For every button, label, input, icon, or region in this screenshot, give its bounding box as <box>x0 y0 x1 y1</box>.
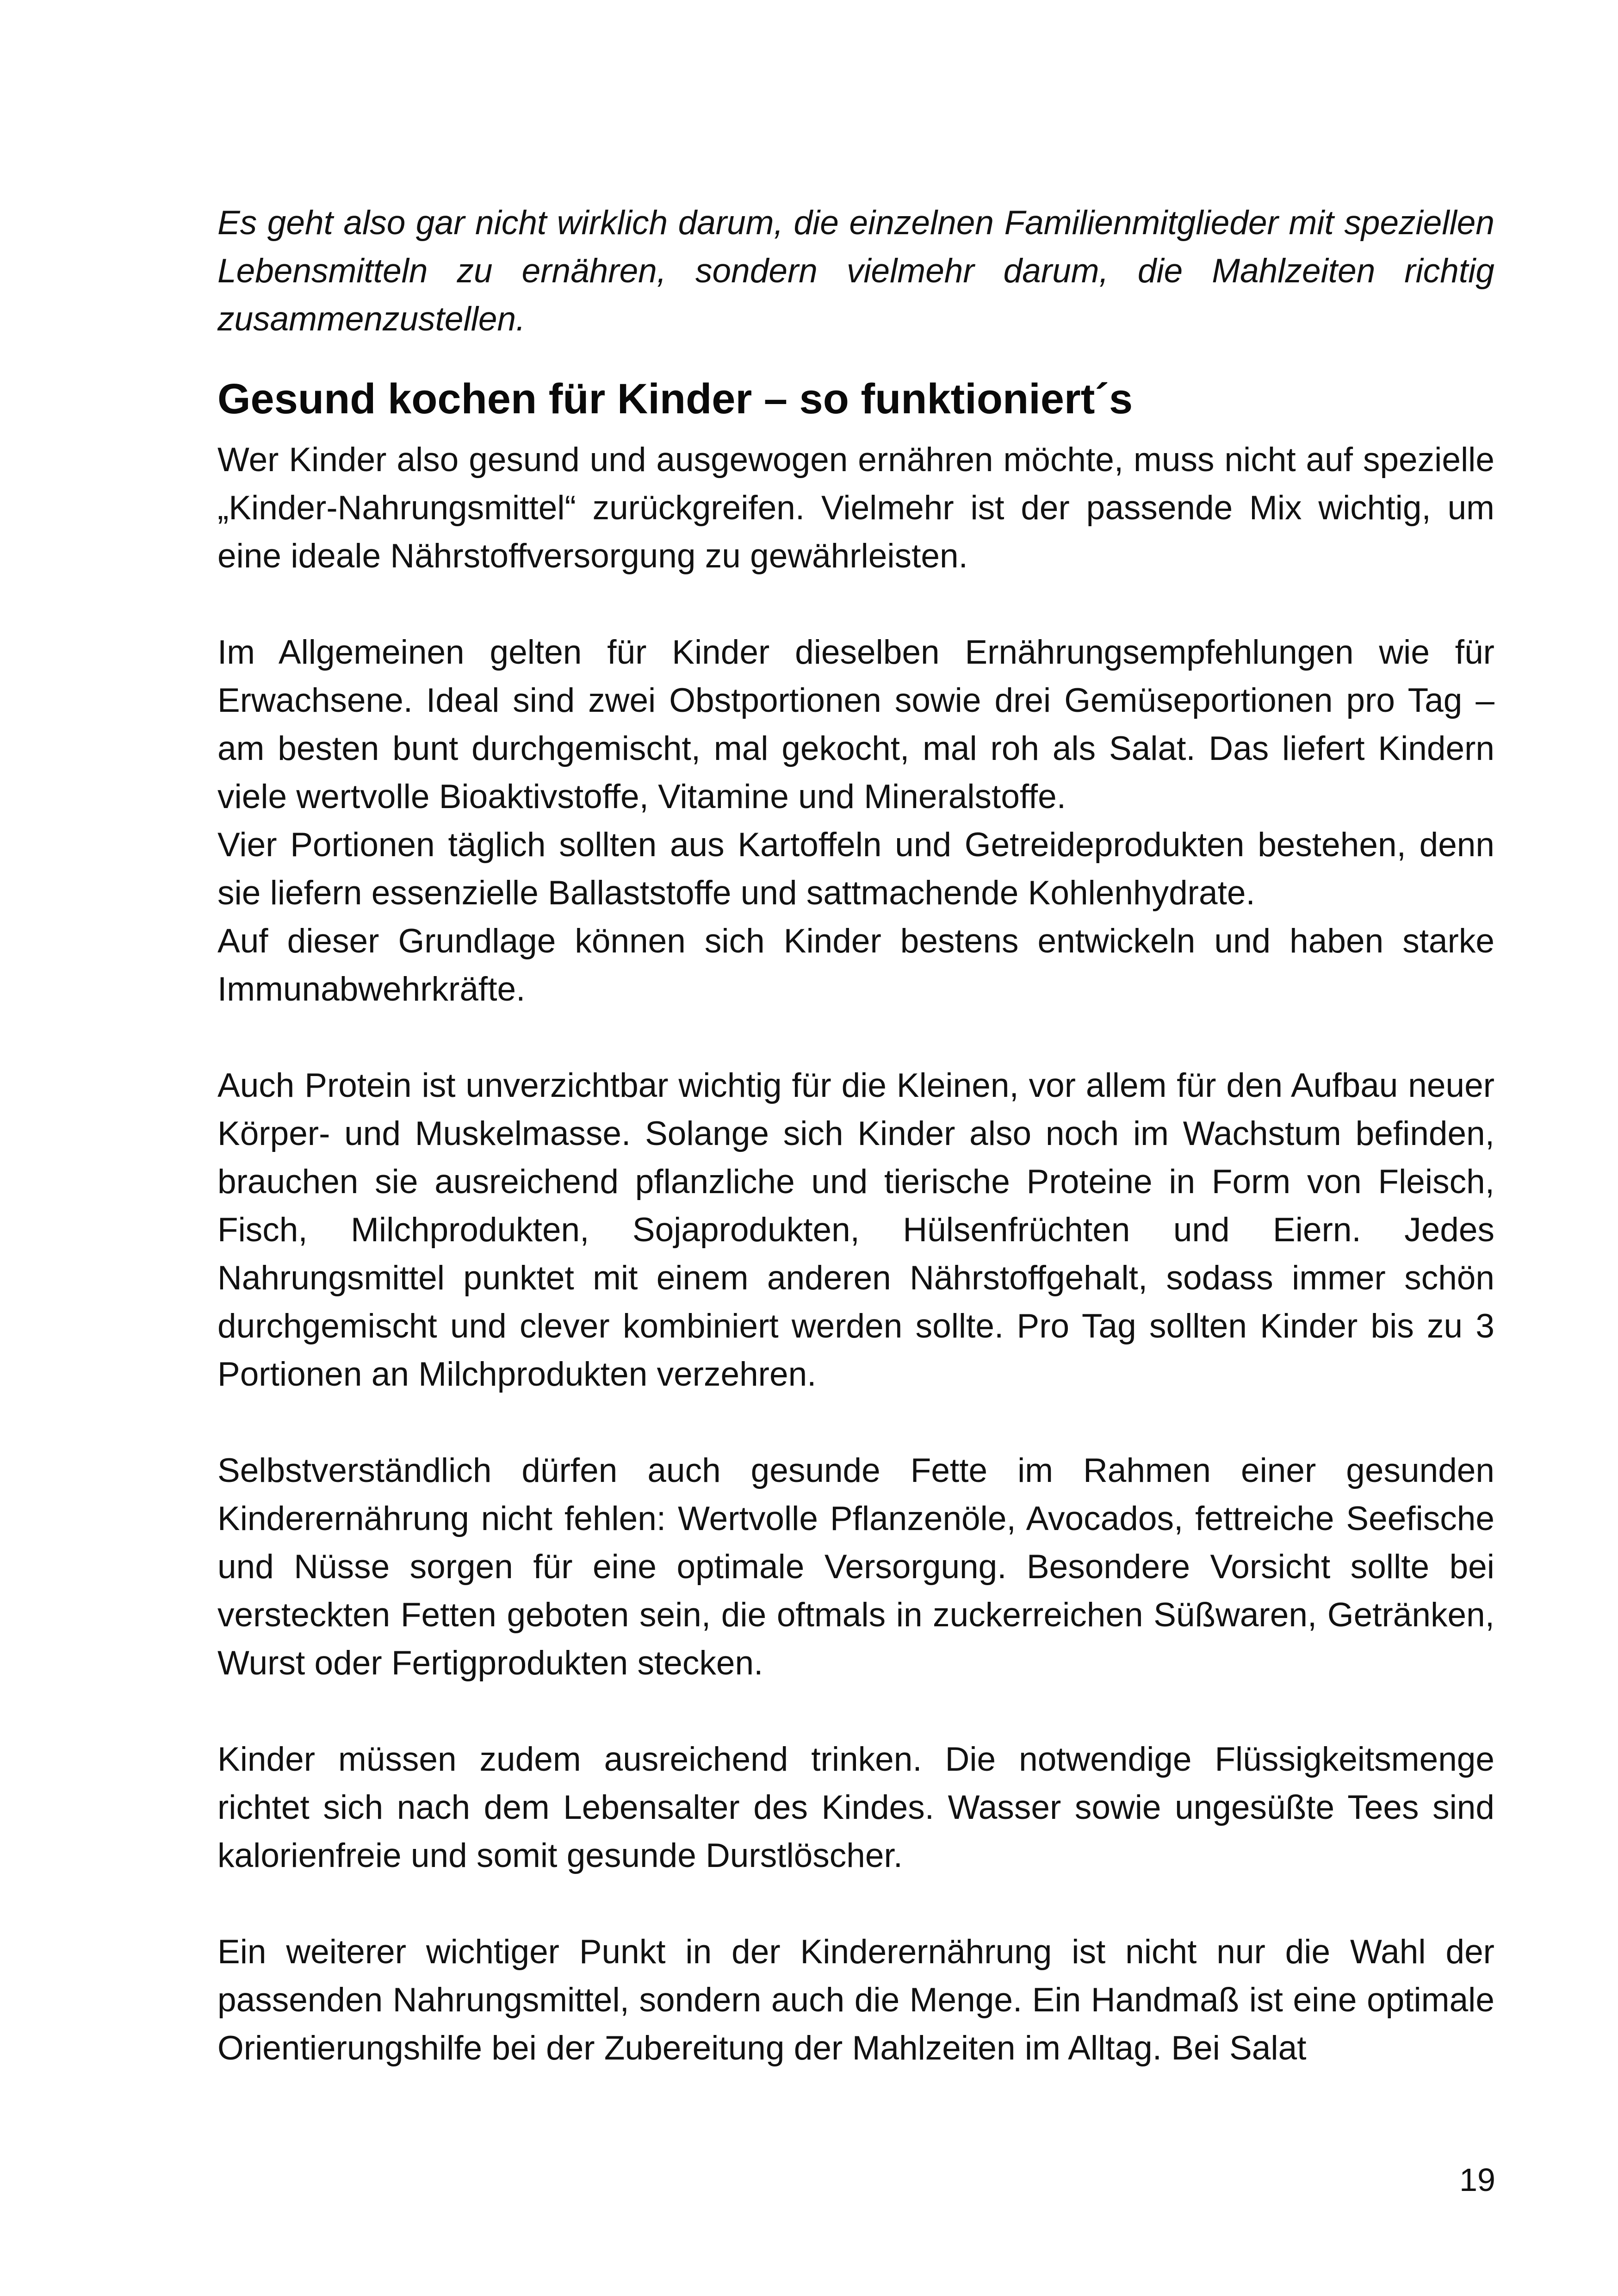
page-content <box>217 199 1494 2072</box>
section-heading: Gesund kochen für Kinder – so funktioniert´s <box>217 375 1133 423</box>
page-number: 19 <box>1459 2162 1495 2198</box>
paragraph-recommendations: Im Allgemeinen gelten für Kinder dieselben Ernährungsempfehlungen wie für Erwachsene. Ideal sind zwei Obstportionen sowie drei Gemüseportionen pro Tag – am besten bunt durchgemischt, mal gekocht, mal roh als Salat. Das liefert Kindern viele wertvolle Bioaktivstoffe, Vitamine und Mineralstoffe. <box>217 634 1494 815</box>
paragraph-fats: Selbstverständlich dürfen auch gesunde Fette im Rahmen einer gesunden Kinderernährung nicht fehlen: Wertvolle Pflanzenöle, Avocados, fettreiche Seefische und Nüsse sorgen für eine optimale Versorgung. Besondere Vorsicht sollte bei versteckten Fetten geboten sein, die oftmals in zuckerreichen Süßwaren, Getränken, Wurst oder Fertigprodukten stecken. <box>217 1452 1494 1682</box>
paragraph-basis: Auf dieser Grundlage können sich Kinder bestens entwickeln und haben starke Immunabwehrkräfte. <box>217 922 1494 1008</box>
paragraph-quantity: Ein weiterer wichtiger Punkt in der Kinderernährung ist nicht nur die Wahl der passenden Nahrungsmittel, sondern auch die Menge. Ein Handmaß ist eine optimale Orientierungshilfe bei der Zubereitung der Mahlzeiten im Alltag. Bei Salat <box>217 1933 1494 2067</box>
intro-paragraph: Es geht also gar nicht wirklich darum, die einzelnen Familienmitglieder mit speziellen Lebensmitteln zu ernähren, sondern vielmehr darum, die Mahlzeiten richtig zusammenzustellen. <box>217 204 1494 338</box>
paragraph-mix: Wer Kinder also gesund und ausgewogen ernähren möchte, muss nicht auf spezielle „Kinder-Nahrungsmittel“ zurückgreifen. Vielmehr ist der passende Mix wichtig, um eine ideale Nährstoffversorgung zu gewährleisten. <box>217 441 1494 575</box>
paragraph-portions: Vier Portionen täglich sollten aus Kartoffeln und Getreideprodukten bestehen, denn sie liefern essenzielle Ballaststoffe und sattmachende Kohlenhydrate. <box>217 826 1494 912</box>
paragraph-protein: Auch Protein ist unverzichtbar wichtig für die Kleinen, vor allem für den Aufbau neuer Körper- und Muskelmasse. Solange sich Kinder also noch im Wachstum befinden, brauchen sie ausreichend pflanzliche und tierische Proteine in Form von Fleisch, Fisch, Milchprodukten, Sojaprodukten, Hülsenfrüchten und Eiern. Jedes Nahrungsmittel punktet mit einem anderen Nährstoffgehalt, sodass immer schön durchgemischt und clever kombiniert werden sollte. Pro Tag sollten Kinder bis zu 3 Portionen an Milchprodukten verzehren. <box>217 1067 1494 1393</box>
paragraph-drinking: Kinder müssen zudem ausreichend trinken. Die notwendige Flüssigkeitsmenge richtet sich nach dem Lebensalter des Kindes. Wasser sowie ungesüßte Tees sind kalorienfreie und somit gesunde Durstlöscher. <box>217 1741 1494 1874</box>
